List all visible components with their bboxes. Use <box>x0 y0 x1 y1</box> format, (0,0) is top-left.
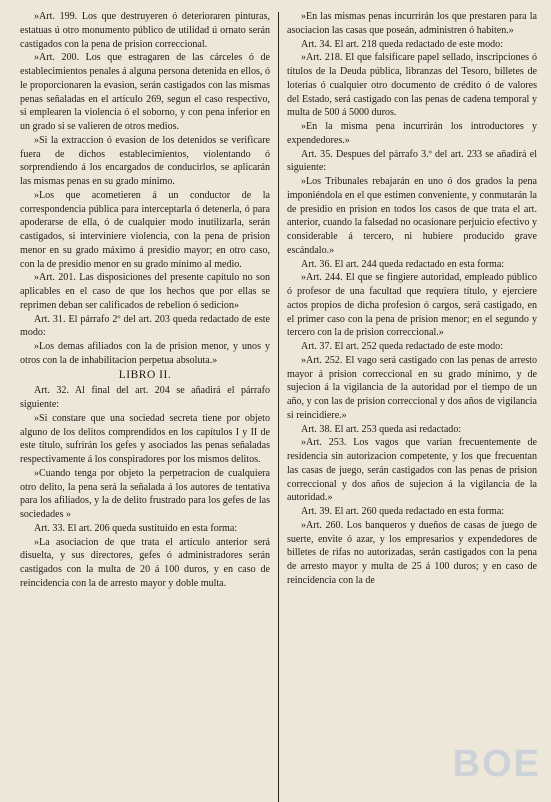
paragraph: »La asociacion de que trata el artículo anterior será disuelta, y sus directores, gefes ó administradores serán castigados con la multa de 20 á 100 duros, y en caso de reincidencia con la de arresto mayor y doble multa. <box>20 536 270 589</box>
paragraph: »Art. 252. El vago será castigado con las penas de arresto mayor á prision correccional en su grado mínimo, y de sujecion á la vigilancia de la autoridad por el tiempo de un año, y con las de prision correccional y dos años de vigilancia si reincidiere.» <box>287 354 537 421</box>
paragraph: Art. 32. Al final del art. 204 se añadirá el párrafo siguiente: <box>20 385 270 410</box>
paragraph: Art. 31. El párrafo 2º del art. 203 queda redactado de este modo: <box>20 313 270 339</box>
paragraph: Art. 37. El art. 252 queda redactado de este modo: <box>301 341 503 352</box>
paragraph: »Los demas afiliados con la de prision menor, y unos y otros con la de inhabilitacion perpetua absoluta.» <box>20 341 270 366</box>
right-column <box>279 10 537 800</box>
paragraph: Art. 34. El art. 218 queda redactado de este modo: <box>301 38 503 50</box>
paragraph: »Los Tribunales rebajarán en uno ó dos grados la pena imponiéndola en el que estimen conveniente, y conmutarán la de presidio en prision en todos los casos de que trata el art. anterior, cuando la falsedad no ocasionare perjuicio efectivo y considerable á tercero, ni hubiere producido grave escándalo.» <box>287 176 537 256</box>
paragraph: »Cuando tenga por objeto la perpetracion de cualquiera otro delito, la pena será la señalada á los autores de tentativa para los afiliados, y la de delito frustrado para los gefes de las sociedades » <box>20 467 270 520</box>
paragraph: Art. 36. El art. 244 queda redactado en esta forma: <box>301 258 505 270</box>
paragraph: »Art. 201. Las disposiciones del presente capítulo no son aplicables en el caso de que los hechos que por ellas se reprimen deban ser calificados de rebelion ó sedicion» <box>20 272 270 311</box>
paragraph: »En las mismas penas incurrirán los que prestaren para la asociacion las casas que poseán, administren ó habiten.» <box>287 11 537 36</box>
paragraph: »Si la extraccion ó evasion de los detenidos se verificare fuera de dichos establecimientos, violentando ó sorprendiendo á los encargados de conducirlos, se aplicarán las mismas penas en su grado mínimo. <box>20 134 270 187</box>
section-heading: LIBRO II. <box>118 368 172 381</box>
paragraph: Art. 38. El art. 253 queda asi redactado: <box>301 423 462 435</box>
left-column <box>20 10 278 800</box>
paragraph: »Art. 218. El que falsificare papel sellado, inscripciones ó títulos de la Deuda pública, libranzas del Tesoro, billetes de loterias ó cualquier otro documento de crédito ó de valores del Estado, será castigado con las penas de cadena temporal y multa de 500 á 5000 duros. <box>287 52 537 119</box>
paragraph: Art. 33. El art. 206 queda sustituido en esta forma: <box>34 522 238 534</box>
paragraph: Art. 35. Despues del párrafo 3.º del art. 233 se añadirá el siguiente: <box>287 148 537 174</box>
paragraph: »Art. 199. Los que destruyeren ó deterioraren pinturas, estatuas ú otro monumento público de utilidad ú ornato serán castigados con la pena de prision correccional. <box>20 11 270 50</box>
paragraph: Art. 39. El art. 260 queda redactado en esta forma: <box>301 506 505 517</box>
paragraph: »Los que acometieren á un conductor de la correspondencia pública para interceptarla ó detenerla, ó para apoderarse de ella, ó de cualquier modo inutilizarla, serán castigados, si interviniere violencia, con la pena de prision menor en su grado máximo á presidio mayor; en otro caso, con la de presidio menor en su grado mínimo al medio. <box>20 189 270 270</box>
paragraph: »Art. 253. Los vagos que varían frecuentemente de residencia sin autorizacion competente, y los que frecuentan las casas de juego, serán castigados con las penas de prision correccional y dos años de sujecion á la vigilancia de la autoridad.» <box>287 437 537 504</box>
paragraph: »Art. 244. El que se fingiere autoridad, empleado público ó profesor de una facultad que requiera título, y ejerciere actos propios de dicha profesion ó cargos, será castigado, en el primer caso con la pena de prision menor; en el segundo y tercero con la de prision correccional.» <box>287 272 537 339</box>
paragraph: »Art. 200. Los que estragaren de las cárceles ó de establecimientos penales á alguna persona detenida en ellos, ó le proporcionaren la evasion, serán castigados con las mismas penas señaladas en el artículo 269, segun el caso respectivo, si emplearen la violencia ó el soborno, y con pena inferior en un grado si se valieren de otros medios. <box>20 52 270 132</box>
paragraph: »Art. 260. Los banqueros y dueños de casas de juego de suerte, envite ó azar, y los empresarios y expendedores de billetes de rifas no autorizadas, serán castigados con la pena de arresto mayor y multa de 25 á 100 duros; y en caso de reincidencia con la de <box>287 519 537 586</box>
watermark-logo: BOE <box>452 743 541 785</box>
paragraph: »En la misma pena incurrirán los introductores y expendedores.» <box>287 121 537 146</box>
paragraph: »Si constare que una sociedad secreta tiene por objeto alguno de los delitos comprendidos en los capítulos I y II de este título, sufrirán los gefes y asociados las penas señaladas respectivamente á los conspiradores por los mismos delitos. <box>20 412 270 465</box>
